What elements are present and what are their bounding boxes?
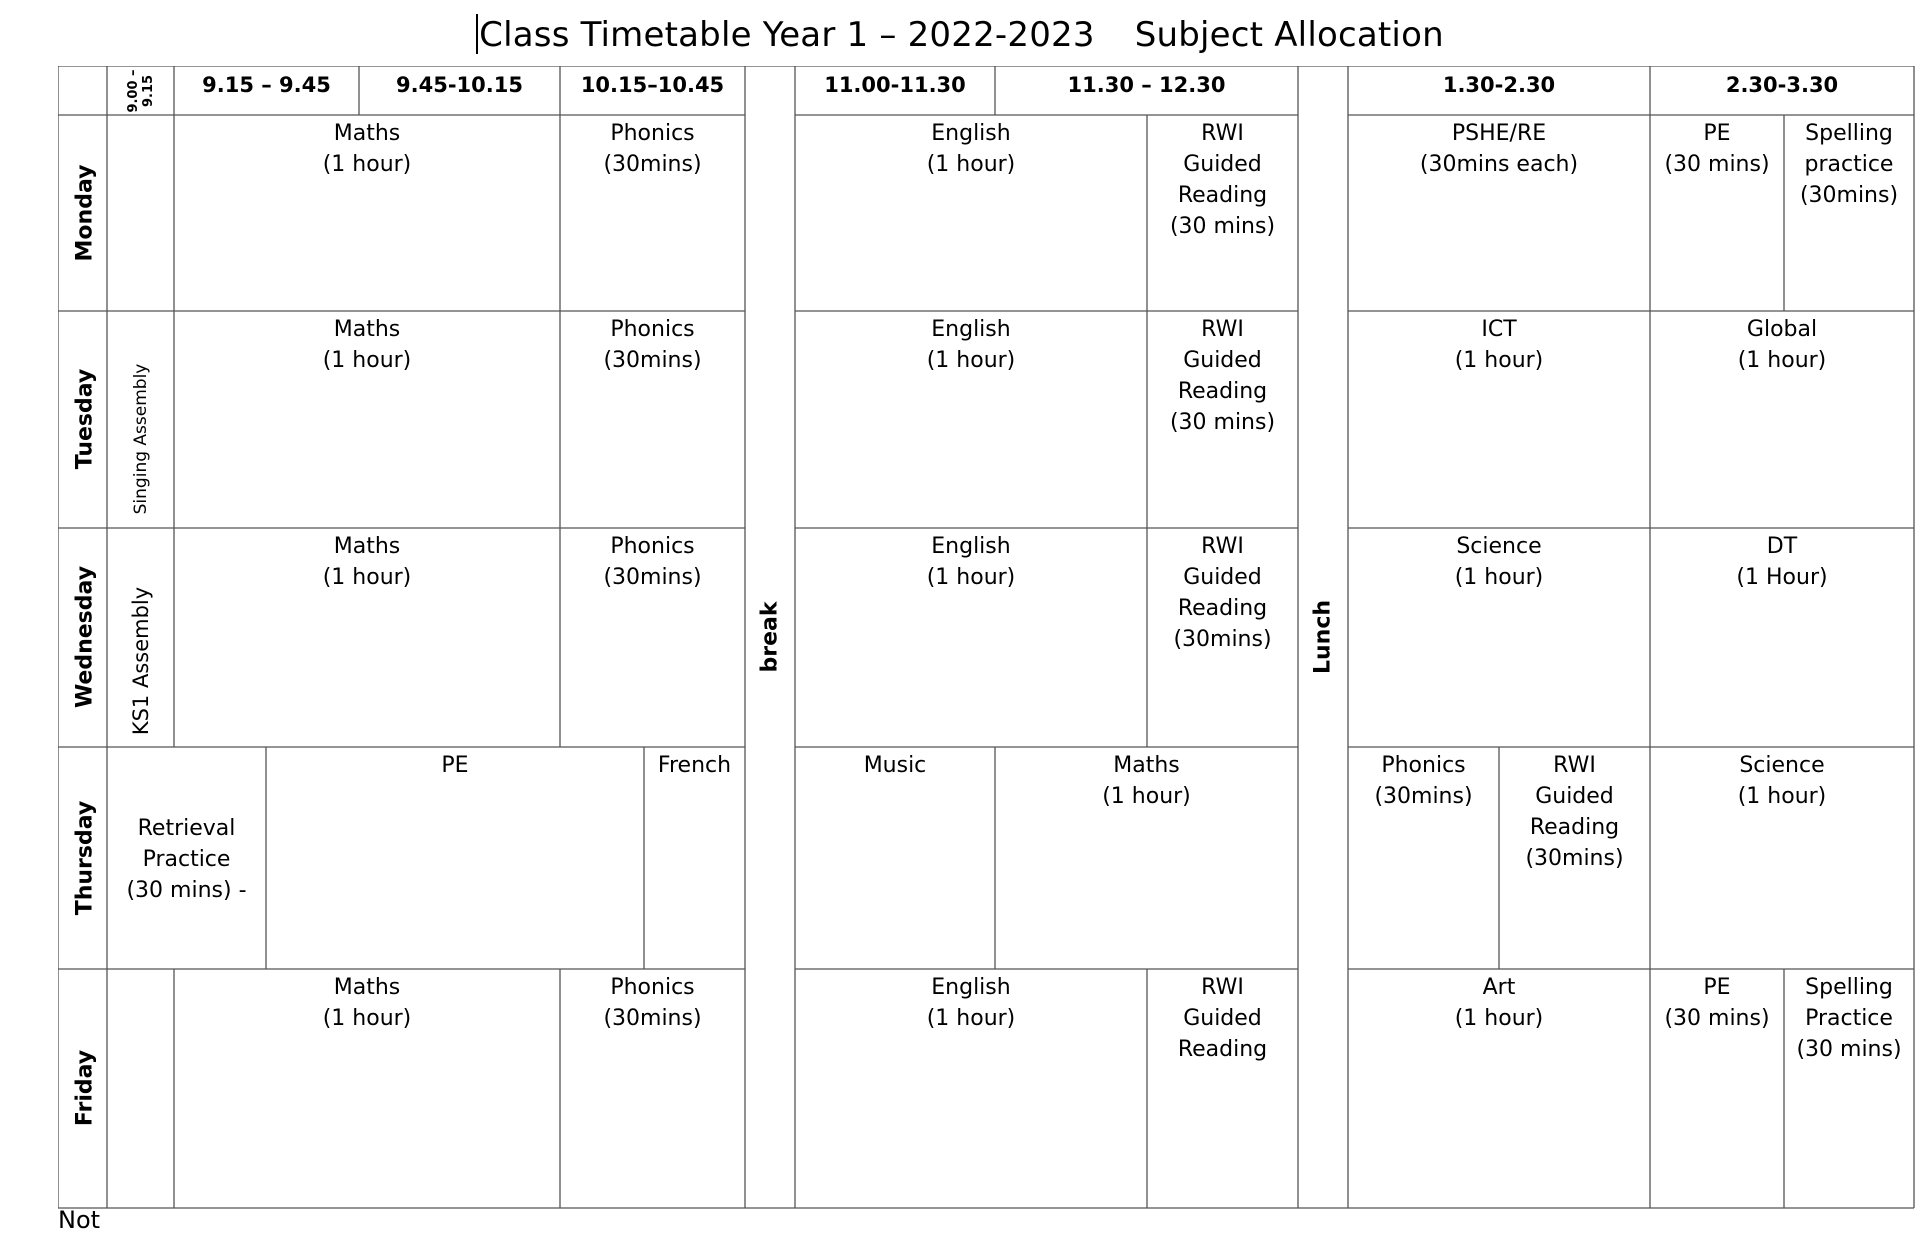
monday-spelling-line3: (30mins) <box>1799 183 1899 208</box>
wednesday-science <box>1348 531 1650 593</box>
friday-english-duration: (1 hour) <box>926 1006 1016 1031</box>
wednesday-english-duration: (1 hour) <box>926 565 1016 590</box>
tuesday-global-subject: Global <box>1746 317 1818 342</box>
monday-spelling-line2: practice <box>1804 152 1894 177</box>
friday-spelling-line2: Practice <box>1805 1006 1893 1031</box>
friday-phonics <box>560 972 745 1034</box>
monday-english-duration: (1 hour) <box>926 152 1016 177</box>
friday-pe-subject: PE <box>1703 975 1731 1000</box>
wednesday-maths <box>174 531 560 593</box>
wednesday-rwi <box>1147 531 1298 655</box>
thursday-rwi-line2: Guided <box>1535 784 1614 809</box>
monday-english <box>795 118 1147 180</box>
tuesday-english <box>795 314 1147 376</box>
friday-phonics-duration: (30mins) <box>603 1006 702 1031</box>
wednesday-rwi-line3: Reading <box>1177 596 1268 621</box>
friday-pe <box>1650 972 1784 1034</box>
tuesday-phonics <box>560 314 745 376</box>
thursday-french <box>644 750 745 781</box>
tuesday-maths-subject: Maths <box>333 317 401 342</box>
tuesday-ict <box>1348 314 1650 376</box>
header-slot-4: 11.00-11.30 <box>824 73 966 97</box>
tuesday-rwi-line2: Guided <box>1183 348 1262 373</box>
tuesday-singing-assembly: Singing Assembly <box>131 363 151 515</box>
thursday-maths-duration: (1 hour) <box>1102 784 1191 809</box>
tuesday-english-subject: English <box>931 317 1011 342</box>
thursday-retrieval-line1: Retrieval <box>137 816 236 841</box>
thursday-french-subject: French <box>657 753 732 778</box>
tuesday-ict-subject: ICT <box>1481 317 1517 342</box>
thursday-pe-subject: PE <box>441 753 469 778</box>
friday-english-subject: English <box>931 975 1011 1000</box>
tuesday-ict-duration: (1 hour) <box>1454 348 1544 373</box>
monday-maths-duration: (1 hour) <box>322 152 412 177</box>
footer-note: Not <box>58 1206 101 1234</box>
friday-pe-duration: (30 mins) <box>1664 1006 1770 1031</box>
wednesday-science-subject: Science <box>1456 534 1542 559</box>
monday-maths <box>174 118 560 180</box>
tuesday-phonics-duration: (30mins) <box>603 348 702 373</box>
grid-lines <box>58 66 1915 1209</box>
wednesday-rwi-line2: Guided <box>1183 565 1262 590</box>
thursday-maths <box>995 750 1298 812</box>
monday-rwi <box>1147 118 1298 242</box>
monday-pe-subject: PE <box>1703 121 1731 146</box>
tuesday-rwi-line3: Reading <box>1177 379 1268 404</box>
wednesday-english <box>795 531 1147 593</box>
monday-phonics-duration: (30mins) <box>603 152 702 177</box>
day-friday: Friday <box>72 1049 98 1127</box>
day-tuesday: Tuesday <box>72 368 98 470</box>
thursday-science-duration: (1 hour) <box>1737 784 1827 809</box>
header-slot-7: 2.30-3.30 <box>1725 73 1839 97</box>
day-wednesday: Wednesday <box>72 565 98 709</box>
monday-rwi-line4: (30 mins) <box>1169 214 1276 239</box>
tuesday-english-duration: (1 hour) <box>926 348 1016 373</box>
header-registration-time <box>126 69 156 112</box>
friday-art-subject: Art <box>1482 975 1516 1000</box>
thursday-phonics-subject: Phonics <box>1381 753 1466 778</box>
friday-spelling-line1: Spelling <box>1805 975 1893 1000</box>
monday-spelling <box>1784 118 1914 211</box>
friday-rwi <box>1147 972 1298 1065</box>
header-slot-3: 10.15–10.45 <box>580 73 725 97</box>
monday-rwi-line1: RWI <box>1201 121 1244 146</box>
monday-rwi-line3: Reading <box>1177 183 1268 208</box>
title-main: Class Timetable Year 1 – 2022-2023 <box>479 15 1095 55</box>
wednesday-maths-duration: (1 hour) <box>322 565 412 590</box>
thursday-rwi <box>1499 750 1650 874</box>
wednesday-science-duration: (1 hour) <box>1454 565 1544 590</box>
tuesday-rwi-line4: (30 mins) <box>1169 410 1276 435</box>
header-slot-6: 1.30-2.30 <box>1442 73 1556 97</box>
wednesday-dt <box>1650 531 1914 593</box>
monday-pshe-subject: PSHE/RE <box>1451 121 1547 146</box>
friday-rwi-line2: Guided <box>1183 1006 1262 1031</box>
wednesday-rwi-line1: RWI <box>1201 534 1244 559</box>
wednesday-phonics-duration: (30mins) <box>603 565 702 590</box>
monday-phonics-subject: Phonics <box>610 121 695 146</box>
wednesday-phonics-subject: Phonics <box>610 534 695 559</box>
friday-art-duration: (1 hour) <box>1454 1006 1544 1031</box>
thursday-rwi-line4: (30mins) <box>1525 846 1624 871</box>
monday-english-subject: English <box>931 121 1011 146</box>
timetable-grid <box>58 66 1915 1209</box>
monday-pshe-duration: (30mins each) <box>1419 152 1579 177</box>
thursday-retrieval-practice <box>107 813 266 906</box>
wednesday-dt-subject: DT <box>1766 534 1798 559</box>
wednesday-dt-duration: (1 Hour) <box>1736 565 1828 590</box>
header-slot-5: 11.30 – 12.30 <box>1067 73 1226 97</box>
lunch-label: Lunch <box>1310 599 1336 675</box>
thursday-rwi-line3: Reading <box>1529 815 1620 840</box>
wednesday-maths-subject: Maths <box>333 534 401 559</box>
monday-pshe <box>1348 118 1650 180</box>
friday-rwi-line3: Reading <box>1177 1037 1268 1062</box>
monday-spelling-line1: Spelling <box>1805 121 1893 146</box>
friday-phonics-subject: Phonics <box>610 975 695 1000</box>
header-slot-2: 9.45-10.15 <box>396 73 523 97</box>
header-reg-line1: 9.00 – <box>126 69 141 113</box>
thursday-rwi-line1: RWI <box>1553 753 1596 778</box>
friday-maths-subject: Maths <box>333 975 401 1000</box>
monday-rwi-line2: Guided <box>1183 152 1262 177</box>
monday-pe-duration: (30 mins) <box>1664 152 1770 177</box>
page-title <box>0 14 1920 55</box>
friday-maths <box>174 972 560 1034</box>
tuesday-maths-duration: (1 hour) <box>322 348 412 373</box>
thursday-science-subject: Science <box>1739 753 1825 778</box>
thursday-music-subject: Music <box>863 753 927 778</box>
friday-spelling-line3: (30 mins) <box>1796 1037 1902 1062</box>
wednesday-phonics <box>560 531 745 593</box>
monday-phonics <box>560 118 745 180</box>
thursday-science <box>1650 750 1914 812</box>
day-thursday: Thursday <box>72 800 98 916</box>
thursday-music <box>795 750 995 781</box>
wednesday-rwi-line4: (30mins) <box>1173 627 1272 652</box>
header-reg-line2: 9.15 <box>141 74 156 108</box>
thursday-phonics-duration: (30mins) <box>1374 784 1473 809</box>
monday-pe <box>1650 118 1784 180</box>
wednesday-ks1-assembly: KS1 Assembly <box>129 586 153 736</box>
thursday-retrieval-line3: (30 mins) - <box>126 878 247 903</box>
friday-english <box>795 972 1147 1034</box>
text-cursor <box>476 14 478 54</box>
friday-art <box>1348 972 1650 1034</box>
tuesday-rwi <box>1147 314 1298 438</box>
tuesday-global-duration: (1 hour) <box>1737 348 1827 373</box>
thursday-pe <box>266 750 644 781</box>
tuesday-phonics-subject: Phonics <box>610 317 695 342</box>
friday-rwi-line1: RWI <box>1201 975 1244 1000</box>
monday-maths-subject: Maths <box>333 121 401 146</box>
friday-spelling <box>1784 972 1914 1065</box>
tuesday-rwi-line1: RWI <box>1201 317 1244 342</box>
tuesday-global <box>1650 314 1914 376</box>
header-slot-1: 9.15 – 9.45 <box>202 73 331 97</box>
thursday-maths-subject: Maths <box>1113 753 1180 778</box>
day-monday: Monday <box>72 164 98 262</box>
wednesday-english-subject: English <box>931 534 1011 559</box>
break-label: break <box>757 601 783 673</box>
thursday-phonics <box>1348 750 1499 812</box>
tuesday-maths <box>174 314 560 376</box>
thursday-retrieval-line2: Practice <box>142 847 231 872</box>
title-subject-allocation: Subject Allocation <box>1134 15 1444 55</box>
friday-maths-duration: (1 hour) <box>322 1006 412 1031</box>
